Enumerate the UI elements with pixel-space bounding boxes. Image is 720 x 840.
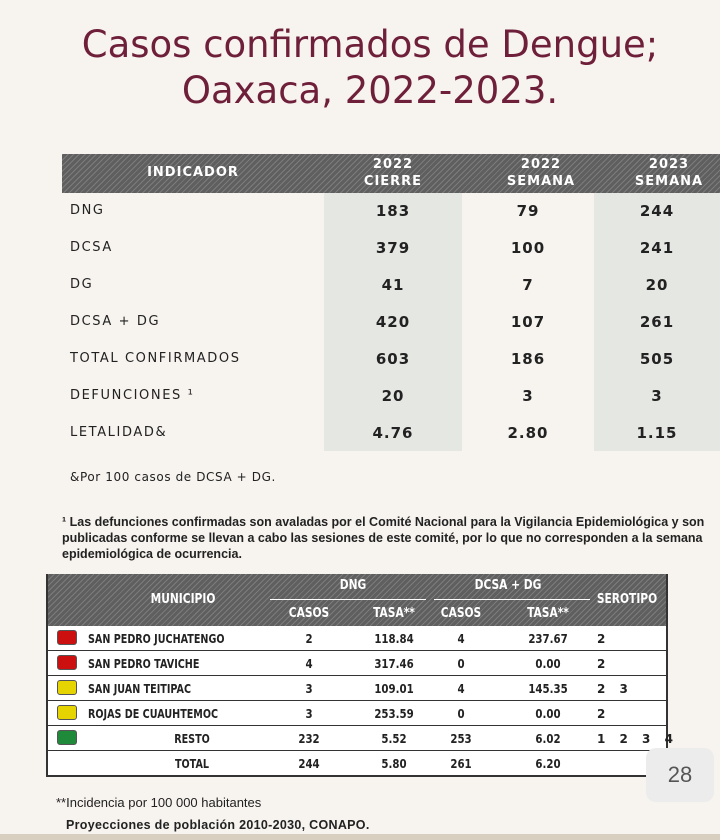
value-2022-cierre: 183 bbox=[375, 202, 411, 220]
page-number: 28 bbox=[646, 748, 714, 802]
header-divider-dcsa bbox=[434, 599, 590, 600]
municipio-name: SAN JUAN TEITIPAC bbox=[88, 682, 192, 696]
serotipo: 2 bbox=[597, 707, 611, 721]
municipio-row bbox=[48, 651, 666, 676]
incidence-note: **Incidencia por 100 000 habitantes bbox=[56, 795, 262, 810]
municipios-table-header bbox=[48, 574, 666, 626]
bottom-rule bbox=[0, 834, 720, 840]
indicator-label: DEFUNCIONES ¹ bbox=[70, 388, 195, 403]
header-dng: DNG bbox=[339, 578, 367, 593]
value-2022-semana: 186 bbox=[510, 350, 546, 368]
indicator-label: DG bbox=[70, 277, 94, 292]
header-dcsa-casos: CASOS bbox=[440, 606, 482, 621]
value-2022-cierre: 603 bbox=[375, 350, 411, 368]
municipio-name: ROJAS DE CUAUHTEMOC bbox=[88, 707, 219, 721]
dcsa-tasa: 0.00 bbox=[535, 657, 561, 671]
dcsa-casos: 0 bbox=[457, 657, 465, 671]
serotipo: 1 2 3 4 bbox=[597, 732, 678, 746]
source-note: Proyecciones de población 2010-2030, CONAPO. bbox=[66, 818, 370, 832]
municipio-name: SAN PEDRO JUCHATENGO bbox=[88, 632, 225, 646]
serotipo: 2 bbox=[597, 657, 611, 671]
dng-tasa: 5.52 bbox=[381, 732, 407, 746]
header-dcsa-dg: DCSA + DG bbox=[474, 578, 542, 593]
indicator-row bbox=[62, 193, 720, 230]
value-2022-cierre: 41 bbox=[381, 276, 405, 294]
risk-indicator-icon bbox=[57, 680, 77, 695]
header-2022-semana: 2022 SEMANA bbox=[506, 157, 576, 189]
dng-tasa: 253.59 bbox=[374, 707, 414, 721]
dng-casos: 4 bbox=[305, 657, 313, 671]
dng-tasa: 5.80 bbox=[381, 757, 407, 771]
indicators-table-header bbox=[62, 154, 720, 193]
dcsa-casos: 4 bbox=[457, 682, 465, 696]
value-2022-cierre: 4.76 bbox=[372, 424, 414, 442]
risk-indicator-icon bbox=[57, 630, 77, 645]
value-2022-cierre: 379 bbox=[375, 239, 411, 257]
indicator-row bbox=[62, 304, 720, 341]
dcsa-casos: 261 bbox=[450, 757, 472, 771]
value-2022-semana: 100 bbox=[510, 239, 546, 257]
header-2022-cierre: 2022 CIERRE bbox=[363, 157, 423, 189]
municipio-name: TOTAL bbox=[174, 757, 210, 771]
page-title bbox=[0, 22, 720, 114]
title-line-2: Oaxaca, 2022-2023. bbox=[181, 69, 559, 112]
lethality-note: &Por 100 casos de DCSA + DG. bbox=[70, 470, 276, 484]
value-2023-semana: 3 bbox=[651, 387, 663, 405]
dcsa-tasa: 6.20 bbox=[535, 757, 561, 771]
serotipo: 2 3 bbox=[597, 682, 633, 696]
dng-casos: 2 bbox=[305, 632, 313, 646]
header-dcsa-tasa: TASA** bbox=[527, 606, 569, 621]
risk-indicator-icon bbox=[57, 730, 77, 745]
header-serotipo: SEROTIPO bbox=[596, 592, 658, 607]
value-2023-semana: 20 bbox=[645, 276, 669, 294]
municipio-row bbox=[48, 626, 666, 651]
municipio-row bbox=[48, 701, 666, 726]
header-indicador: INDICADOR bbox=[147, 165, 239, 180]
dng-casos: 244 bbox=[298, 757, 320, 771]
dcsa-tasa: 6.02 bbox=[535, 732, 561, 746]
value-2022-cierre: 420 bbox=[375, 313, 411, 331]
indicator-row bbox=[62, 415, 720, 452]
dcsa-casos: 0 bbox=[457, 707, 465, 721]
value-2022-cierre: 20 bbox=[381, 387, 405, 405]
municipio-name: RESTO bbox=[174, 732, 210, 746]
serotipo: 2 bbox=[597, 632, 611, 646]
value-2023-semana: 244 bbox=[639, 202, 675, 220]
header-dng-casos: CASOS bbox=[288, 606, 330, 621]
dng-casos: 3 bbox=[305, 682, 313, 696]
indicator-row bbox=[62, 267, 720, 304]
dcsa-casos: 4 bbox=[457, 632, 465, 646]
value-2022-semana: 3 bbox=[522, 387, 534, 405]
municipio-row bbox=[48, 751, 666, 776]
value-2022-semana: 79 bbox=[516, 202, 540, 220]
value-2023-semana: 1.15 bbox=[636, 424, 678, 442]
dcsa-tasa: 0.00 bbox=[535, 707, 561, 721]
deaths-note: ¹ Las defunciones confirmadas son avaladas por el Comité Nacional para la Vigilancia Epidemiológica y son publicadas conforme se llevan a cabo las sesiones de este comité, por lo que no corresponden a la semana epidemiológica de ocurrencia. bbox=[62, 515, 705, 561]
dcsa-casos: 253 bbox=[450, 732, 472, 746]
value-2022-semana: 2.80 bbox=[507, 424, 549, 442]
value-2022-semana: 107 bbox=[510, 313, 546, 331]
indicator-label: DNG bbox=[70, 203, 105, 218]
indicator-row bbox=[62, 341, 720, 378]
title-line-1: Casos confirmados de Dengue; bbox=[81, 23, 659, 66]
dng-tasa: 317.46 bbox=[374, 657, 414, 671]
risk-indicator-icon bbox=[57, 705, 77, 720]
value-2023-semana: 505 bbox=[639, 350, 675, 368]
indicator-row bbox=[62, 378, 720, 415]
header-2023-semana: 2023 SEMANA bbox=[634, 157, 704, 189]
dng-tasa: 109.01 bbox=[374, 682, 414, 696]
municipio-name: SAN PEDRO TAVICHE bbox=[88, 657, 200, 671]
indicator-label: DCSA + DG bbox=[70, 314, 161, 329]
dcsa-tasa: 237.67 bbox=[528, 632, 568, 646]
municipios-table bbox=[46, 574, 678, 777]
value-2022-semana: 7 bbox=[522, 276, 534, 294]
indicator-row bbox=[62, 230, 720, 267]
value-2023-semana: 261 bbox=[639, 313, 675, 331]
header-municipio: MUNICIPIO bbox=[150, 592, 216, 607]
risk-indicator-icon bbox=[57, 655, 77, 670]
indicator-label: TOTAL CONFIRMADOS bbox=[70, 351, 241, 366]
dcsa-tasa: 145.35 bbox=[528, 682, 568, 696]
value-2023-semana: 241 bbox=[639, 239, 675, 257]
indicators-table bbox=[62, 154, 720, 442]
header-divider-dng bbox=[270, 599, 426, 600]
dng-casos: 3 bbox=[305, 707, 313, 721]
indicator-label: DCSA bbox=[70, 240, 113, 255]
header-dng-tasa: TASA** bbox=[373, 606, 415, 621]
municipio-row bbox=[48, 726, 678, 751]
indicator-label: LETALIDAD& bbox=[70, 425, 168, 440]
dng-casos: 232 bbox=[298, 732, 320, 746]
dng-tasa: 118.84 bbox=[374, 632, 414, 646]
municipio-row bbox=[48, 676, 666, 701]
